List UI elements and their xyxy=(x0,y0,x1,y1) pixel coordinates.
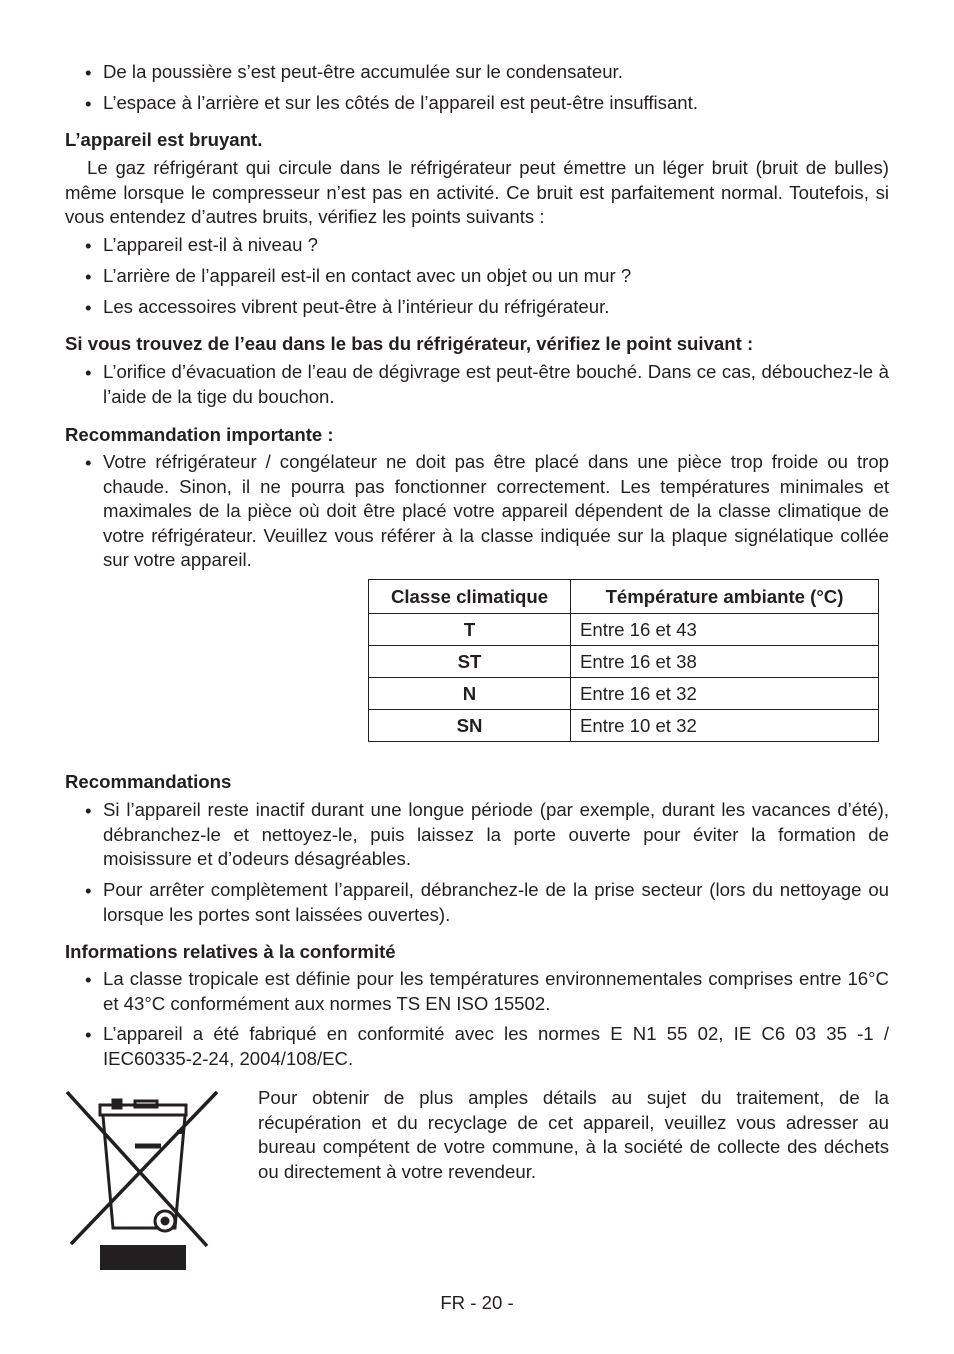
bullet-marker: • xyxy=(85,452,92,473)
bullet-inactive: Si l’appareil reste inactif durant une longue période (par exemple, durant les vacances d’été), débranchez-le et nettoyez-le, puis laissez la porte ouverte pour éviter la formation de moisissure et d’odeurs désagréables. xyxy=(103,799,889,869)
bullet-drain-hole: L’orifice d’évacuation de l’eau de dégivrage est peut-être bouché. Dans ce cas, débouchez-le à l’aide de la tige du bouchon. xyxy=(103,361,889,407)
bullet-marker: • xyxy=(85,93,92,114)
bullet-room-temperature: Votre réfrigérateur / congélateur ne doit pas être placé dans une pièce trop froide ou trop chaude. Sinon, il ne pourra pas fonctionner correctement. Les températures minimales et maximales de la pièce où doit être placé votre appareil dépendent de la classe climatique de votre réfrigérateur. Veuillez vous référer à la classe indiquée sur la plaque signélatique collée sur votre appareil. xyxy=(103,451,889,570)
bullet-level: L’appareil est-il à niveau ? xyxy=(103,234,318,255)
heading-conformity: Informations relatives à la conformité xyxy=(65,941,396,962)
recycling-info-text: Pour obtenir de plus amples détails au sujet du traitement, de la récupération et du recyclage de cet appareil, veuillez vous adresser au bureau compétent de votre commune, à la société de collecte des déchets ou directement à votre revendeur. xyxy=(258,1087,889,1182)
table-header-class: Classe climatique xyxy=(369,580,571,614)
table-cell-range: Entre 10 et 32 xyxy=(571,710,879,742)
paragraph-noisy: Le gaz réfrigérant qui circule dans le réfrigérateur peut émettre un léger bruit (bruit de bulles) même lorsque le compresseur n’est pas en activité. Ce bruit est parfaitement normal. Toutefois, si vous entendez d’autres bruits, vérifiez les points suivants : xyxy=(65,157,889,227)
table-header-temperature: Témpérature ambiante (°C) xyxy=(571,580,879,614)
bullet-marker: • xyxy=(85,800,92,821)
table-row xyxy=(369,614,879,646)
bullet-marker: • xyxy=(85,235,92,256)
table-cell-class: SN xyxy=(369,710,571,742)
bullet-marker: • xyxy=(85,297,92,318)
bullet-marker: • xyxy=(85,1024,92,1045)
climate-class-table xyxy=(368,579,879,742)
bullet-tropical-class: La classe tropicale est définie pour les températures environnementales comprises entre 16°C et 43°C conformément aux normes TS EN ISO 15502. xyxy=(103,968,889,1014)
heading-recommendations: Recommandations xyxy=(65,771,232,792)
table-cell-range: Entre 16 et 43 xyxy=(571,614,879,646)
table-cell-class: N xyxy=(369,678,571,710)
heading-noisy: L’appareil est bruyant. xyxy=(65,129,263,150)
table-cell-class: T xyxy=(369,614,571,646)
table-row xyxy=(369,678,879,710)
bullet-dust-condenser: De la poussière s’est peut-être accumulée sur le condensateur. xyxy=(103,61,623,82)
table-row xyxy=(369,710,879,742)
table-cell-class: ST xyxy=(369,646,571,678)
crossed-out-wheelie-bin-icon xyxy=(65,1088,220,1274)
bullet-marker: • xyxy=(85,362,92,383)
bullet-marker: • xyxy=(85,969,92,990)
bullet-standards: L’appareil a été fabriqué en conformité avec les normes E N1 55 02, IE C6 03 35 -1 / IEC60335-2-24, 2004/108/EC. xyxy=(103,1023,889,1069)
bullet-accessories: Les accessoires vibrent peut-être à l’intérieur du réfrigérateur. xyxy=(103,296,610,317)
heading-water: Si vous trouvez de l’eau dans le bas du réfrigérateur, vérifiez le point suivant : xyxy=(65,333,754,354)
table-cell-range: Entre 16 et 32 xyxy=(571,678,879,710)
bullet-contact-wall: L’arrière de l’appareil est-il en contact avec un objet ou un mur ? xyxy=(103,265,632,286)
table-row xyxy=(369,646,879,678)
bullet-space-insufficient: L’espace à l’arrière et sur les côtés de l’appareil est peut-être insuffisant. xyxy=(103,92,698,113)
page-number: FR - 20 - xyxy=(440,1292,514,1313)
bullet-marker: • xyxy=(85,62,92,83)
table-header-row xyxy=(369,580,879,614)
table-cell-range: Entre 16 et 38 xyxy=(571,646,879,678)
bullet-stop-appliance: Pour arrêter complètement l’appareil, débranchez-le de la prise secteur (lors du nettoyage ou lorsque les portes sont laissées ouvertes). xyxy=(103,879,889,925)
heading-important: Recommandation importante : xyxy=(65,424,334,445)
bullet-marker: • xyxy=(85,880,92,901)
bullet-marker: • xyxy=(85,266,92,287)
